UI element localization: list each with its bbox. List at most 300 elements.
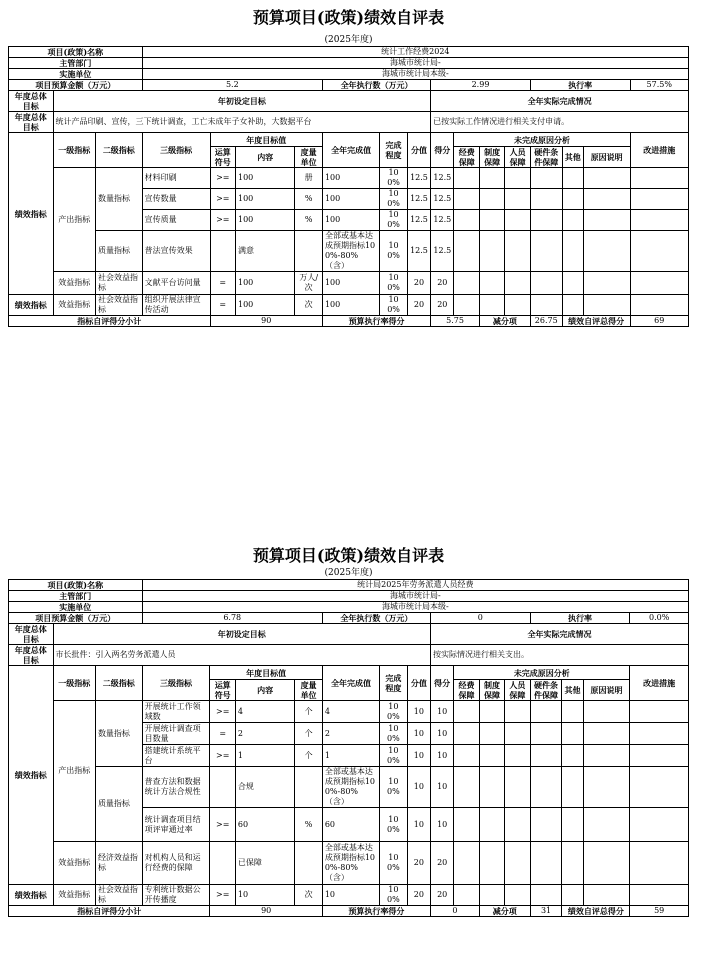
form-year: (2025年度) [324, 568, 373, 578]
evaluation-table [8, 46, 689, 327]
content-cell: 100 [236, 168, 295, 189]
empty-cell [454, 295, 479, 316]
points-cell: 10 [407, 723, 430, 745]
level3-cell: 普查方法和数据统计方法合规性 [142, 767, 210, 808]
dept-label: 主管部门 [9, 58, 143, 69]
content-cell: 1 [235, 745, 294, 767]
points-cell: 20 [407, 295, 430, 316]
empty-cell [454, 272, 479, 295]
unit-header: 度量单位 [295, 147, 323, 168]
goal-actual-text: 按实际情况进行相关支出。 [431, 645, 689, 666]
content-cell: 100 [236, 210, 295, 231]
full-year-cell: 全部或基本达成预期指标100%-80%（含） [322, 842, 379, 885]
goal-initial-header: 年初设定目标 [53, 624, 430, 645]
operator-header: 运算符号 [210, 680, 235, 701]
budget-label: 项目预算金额（万元） [9, 613, 143, 624]
level2-header: 二级指标 [95, 666, 142, 701]
improvement-header: 改进措施 [630, 666, 689, 701]
evaluation-table [8, 579, 689, 917]
project-name-value: 统计局2025年劳务派遣人员经费 [142, 580, 688, 591]
content-cell: 10 [235, 885, 294, 906]
empty-cell [454, 210, 479, 231]
level2-cell: 社会效益指标 [95, 272, 142, 295]
empty-cell [454, 231, 479, 272]
empty-cell [530, 168, 562, 189]
goal-actual-header: 全年实际完成情况 [431, 624, 689, 645]
points-header: 分值 [407, 133, 430, 168]
empty-cell [505, 210, 530, 231]
empty-cell [530, 231, 562, 272]
empty-cell [479, 168, 504, 189]
score-cell: 12.5 [431, 210, 454, 231]
level1-cell: 产出指标 [53, 168, 95, 272]
operator-cell: >= [210, 885, 235, 906]
empty-cell [630, 272, 688, 295]
degree-cell: 100% [380, 767, 408, 808]
empty-cell [583, 745, 630, 767]
unit-cell: 个 [295, 701, 323, 723]
reason-r4-header: 硬件条件保障 [530, 680, 562, 701]
level1-cell: 效益指标 [53, 885, 95, 906]
dept-label: 主管部门 [9, 591, 143, 602]
exec-score-label: 预算执行率得分 [322, 316, 430, 327]
degree-cell: 100% [380, 723, 408, 745]
empty-cell [583, 767, 630, 808]
empty-cell [530, 885, 562, 906]
points-header: 分值 [407, 666, 430, 701]
executed-label: 全年执行数（万元） [322, 613, 430, 624]
operator-cell: >= [210, 701, 235, 723]
degree-cell: 100% [380, 745, 408, 767]
level1-cell: 产出指标 [53, 701, 95, 842]
empty-cell [562, 231, 583, 272]
reason-r3-header: 人员保障 [505, 147, 530, 168]
empty-cell [583, 885, 630, 906]
dept-value: 海城市统计局- [142, 591, 688, 602]
unit-cell: 万人/次 [295, 272, 323, 295]
empty-cell [630, 231, 688, 272]
empty-cell [479, 885, 504, 906]
empty-cell [583, 272, 630, 295]
empty-cell [454, 723, 479, 745]
points-cell: 20 [407, 842, 430, 885]
level1-cell: 效益指标 [53, 842, 95, 885]
goal-initial-text: 市长批件：引入两名劳务派遣人员 [53, 645, 430, 666]
full-year-cell: 4 [322, 701, 379, 723]
deduction-label: 减分项 [479, 316, 530, 327]
empty-cell [630, 701, 689, 723]
level3-cell: 对机构人员和运行经费的保障 [142, 842, 210, 885]
deduction-label: 减分项 [479, 906, 530, 917]
empty-cell [583, 808, 630, 842]
empty-cell [505, 272, 530, 295]
operator-cell [210, 231, 235, 272]
content-cell: 2 [235, 723, 294, 745]
operator-cell: = [210, 272, 235, 295]
unit-cell [295, 231, 323, 272]
level3-cell: 组织开展法律宣传活动 [142, 295, 210, 316]
empty-cell [530, 745, 562, 767]
content-header: 内容 [236, 147, 295, 168]
empty-cell [630, 189, 688, 210]
reasons-header: 未完成原因分析 [454, 133, 630, 147]
level2-cell: 经济效益指标 [95, 842, 142, 885]
goal-category: 年度总体目标 [9, 624, 54, 645]
unit-cell [295, 842, 323, 885]
unit-cell: 册 [295, 168, 323, 189]
degree-cell: 100% [380, 842, 408, 885]
total-score-value: 69 [630, 316, 688, 327]
full-year-cell: 100 [322, 295, 379, 316]
reason-r6-header: 原因说明 [583, 680, 630, 701]
level3-header: 三级指标 [142, 133, 210, 168]
level1-header: 一级指标 [53, 666, 95, 701]
total-score-label: 绩效自评总得分 [562, 316, 630, 327]
empty-cell [530, 723, 562, 745]
rate-value: 57.5% [630, 80, 688, 91]
score-cell: 10 [431, 723, 454, 745]
level3-cell: 统计调查项目结项评审通过率 [142, 808, 210, 842]
reason-r3-header: 人员保障 [505, 680, 530, 701]
executed-value: 0 [431, 613, 531, 624]
empty-cell [454, 767, 479, 808]
content-cell: 满意 [236, 231, 295, 272]
level3-cell: 开展统计工作领域数 [142, 701, 210, 723]
empty-cell [562, 701, 583, 723]
subtotal-value: 90 [210, 316, 322, 327]
empty-cell [562, 210, 583, 231]
content-cell: 100 [236, 189, 295, 210]
degree-header: 完成程度 [380, 666, 408, 701]
goal-initial-header: 年初设定目标 [53, 91, 431, 112]
empty-cell [562, 723, 583, 745]
score-cell: 20 [431, 272, 454, 295]
points-cell: 20 [407, 272, 430, 295]
reason-r4-header: 硬件条件保障 [530, 147, 562, 168]
degree-cell: 100% [380, 295, 408, 316]
empty-cell [454, 842, 479, 885]
unit-cell: % [295, 189, 323, 210]
level3-header: 三级指标 [142, 666, 210, 701]
points-cell: 10 [407, 701, 430, 723]
empty-cell [479, 745, 504, 767]
empty-cell [530, 842, 562, 885]
content-cell: 60 [235, 808, 294, 842]
operator-cell: = [210, 295, 235, 316]
empty-cell [530, 808, 562, 842]
empty-cell [630, 723, 689, 745]
operator-cell [210, 842, 235, 885]
rate-label: 执行率 [530, 613, 630, 624]
level3-cell: 开展统计调查项目数量 [142, 723, 210, 745]
empty-cell [479, 295, 504, 316]
full-year-cell: 1 [322, 745, 379, 767]
level3-cell: 材料印刷 [142, 168, 210, 189]
reason-r5-header: 其他 [562, 680, 583, 701]
degree-cell: 100% [380, 231, 408, 272]
empty-cell [530, 272, 562, 295]
degree-cell: 100% [380, 168, 408, 189]
exec-score-label: 预算执行率得分 [322, 906, 430, 917]
reason-r1-header: 经费保障 [454, 680, 479, 701]
empty-cell [562, 295, 583, 316]
points-cell: 10 [407, 767, 430, 808]
empty-cell [479, 231, 504, 272]
operator-cell: >= [210, 745, 235, 767]
score-header: 得分 [431, 133, 454, 168]
reason-r2-header: 制度保障 [479, 147, 504, 168]
empty-cell [583, 189, 630, 210]
level1-cell: 效益指标 [53, 295, 95, 316]
degree-cell: 100% [380, 189, 408, 210]
empty-cell [630, 210, 688, 231]
empty-cell [630, 168, 688, 189]
unit-cell: 次 [295, 295, 323, 316]
empty-cell [505, 189, 530, 210]
score-cell: 12.5 [431, 168, 454, 189]
score-cell: 20 [431, 295, 454, 316]
points-cell: 10 [407, 808, 430, 842]
performance-indicators-label: 绩效指标 [9, 666, 54, 885]
points-cell: 20 [407, 885, 430, 906]
goal-category: 年度总体目标 [9, 91, 54, 112]
empty-cell [530, 701, 562, 723]
goal-actual-text: 已按实际工作情况进行相关支付申请。 [431, 112, 689, 133]
operator-cell: >= [210, 210, 235, 231]
degree-cell: 100% [380, 210, 408, 231]
unit-header: 度量单位 [295, 680, 323, 701]
points-cell: 12.5 [407, 168, 430, 189]
empty-cell [562, 842, 583, 885]
dept-value: 海城市统计局- [142, 58, 688, 69]
form-title: 预算项目(政策)绩效自评表 [252, 8, 445, 27]
content-cell: 100 [236, 272, 295, 295]
executed-label: 全年执行数（万元） [322, 80, 430, 91]
full-year-cell: 60 [322, 808, 379, 842]
level2-cell: 社会效益指标 [95, 295, 142, 316]
empty-cell [479, 723, 504, 745]
empty-cell [505, 745, 530, 767]
empty-cell [583, 295, 630, 316]
deduction-value: 26.75 [530, 316, 562, 327]
empty-cell [505, 767, 530, 808]
operator-cell: = [210, 723, 235, 745]
empty-cell [454, 885, 479, 906]
empty-cell [630, 745, 689, 767]
empty-cell [562, 767, 583, 808]
empty-cell [505, 168, 530, 189]
level2-cell: 质量指标 [95, 231, 142, 272]
unit-cell: 次 [295, 885, 323, 906]
level2-cell: 社会效益指标 [95, 885, 142, 906]
unit-cell: 个 [295, 723, 323, 745]
full-year-cell: 100 [322, 210, 379, 231]
empty-cell [505, 295, 530, 316]
empty-cell [505, 808, 530, 842]
empty-cell [530, 295, 562, 316]
performance-indicators-label: 绩效指标 [9, 885, 54, 906]
empty-cell [583, 723, 630, 745]
operator-header: 运算符号 [210, 147, 235, 168]
degree-cell: 100% [380, 272, 408, 295]
empty-cell [530, 767, 562, 808]
full-year-cell: 10 [322, 885, 379, 906]
level1-header: 一级指标 [53, 133, 95, 168]
level1-cell: 效益指标 [53, 272, 95, 295]
score-cell: 10 [431, 808, 454, 842]
empty-cell [630, 885, 689, 906]
goal-category: 年度总体目标 [9, 112, 54, 133]
empty-cell [630, 295, 688, 316]
level2-cell: 质量指标 [95, 767, 142, 842]
degree-cell: 100% [380, 885, 408, 906]
content-cell: 100 [236, 295, 295, 316]
empty-cell [562, 272, 583, 295]
level2-cell: 数量指标 [95, 701, 142, 767]
empty-cell [562, 189, 583, 210]
subtotal-label: 指标自评得分小计 [9, 316, 211, 327]
degree-header: 完成程度 [380, 133, 408, 168]
unit-cell: % [295, 808, 323, 842]
deduction-value: 31 [530, 906, 562, 917]
executed-value: 2.99 [431, 80, 531, 91]
points-cell: 12.5 [407, 189, 430, 210]
form-year: (2025年度) [324, 35, 373, 45]
rate-value: 0.0% [630, 613, 689, 624]
unit-cell: % [295, 210, 323, 231]
points-cell: 10 [407, 745, 430, 767]
level3-cell: 宣传质量 [142, 210, 210, 231]
project-name-value: 统计工作经费2024 [142, 47, 688, 58]
full-year-cell: 100 [322, 189, 379, 210]
score-cell: 10 [431, 767, 454, 808]
project-name-label: 项目(政策)名称 [9, 47, 143, 58]
empty-cell [454, 701, 479, 723]
empty-cell [454, 189, 479, 210]
empty-cell [583, 210, 630, 231]
reason-r2-header: 制度保障 [479, 680, 504, 701]
target-values-header: 年度目标值 [210, 666, 322, 680]
empty-cell [562, 808, 583, 842]
operator-cell: >= [210, 189, 235, 210]
empty-cell [630, 767, 689, 808]
empty-cell [505, 701, 530, 723]
reason-r6-header: 原因说明 [583, 147, 630, 168]
content-cell: 4 [235, 701, 294, 723]
empty-cell [630, 842, 689, 885]
total-score-value: 59 [630, 906, 689, 917]
budget-value: 5.2 [142, 80, 322, 91]
goal-initial-text: 统计产品印刷、宣传，三下统计调查，工亡未成年子女补助，大数据平台 [53, 112, 431, 133]
content-cell: 已保障 [235, 842, 294, 885]
empty-cell [583, 842, 630, 885]
budget-label: 项目预算金额（万元） [9, 80, 143, 91]
content-header: 内容 [235, 680, 294, 701]
empty-cell [562, 168, 583, 189]
empty-cell [479, 210, 504, 231]
score-cell: 20 [431, 885, 454, 906]
empty-cell [583, 231, 630, 272]
level3-cell: 文献平台访问量 [142, 272, 210, 295]
empty-cell [583, 168, 630, 189]
level3-cell: 专利统计数据公开传播度 [142, 885, 210, 906]
full-year-cell: 全部或基本达成预期指标100%-80%（含） [322, 767, 379, 808]
level3-cell: 宣传数量 [142, 189, 210, 210]
unit-cell [295, 767, 323, 808]
reason-r1-header: 经费保障 [454, 147, 479, 168]
empty-cell [583, 701, 630, 723]
level2-cell: 数量指标 [95, 168, 142, 231]
points-cell: 12.5 [407, 231, 430, 272]
full-year-cell: 2 [322, 723, 379, 745]
level3-cell: 普法宣传效果 [142, 231, 210, 272]
performance-indicators-label: 绩效指标 [9, 133, 54, 295]
operator-cell [210, 767, 235, 808]
form-title: 预算项目(政策)绩效自评表 [252, 546, 445, 565]
score-header: 得分 [431, 666, 454, 701]
level3-cell: 搭建统计系统平台 [142, 745, 210, 767]
score-cell: 20 [431, 842, 454, 885]
operator-cell: >= [210, 168, 235, 189]
unit-label: 实施单位 [9, 602, 143, 613]
score-cell: 12.5 [431, 189, 454, 210]
unit-value: 海城市统计局本级- [142, 69, 688, 80]
empty-cell [530, 189, 562, 210]
score-cell: 10 [431, 745, 454, 767]
empty-cell [479, 808, 504, 842]
empty-cell [479, 767, 504, 808]
degree-cell: 100% [380, 701, 408, 723]
empty-cell [505, 723, 530, 745]
content-cell: 合规 [235, 767, 294, 808]
reason-r5-header: 其他 [562, 147, 583, 168]
empty-cell [479, 701, 504, 723]
empty-cell [479, 272, 504, 295]
full-year-cell: 100 [322, 168, 379, 189]
subtotal-value: 90 [210, 906, 322, 917]
empty-cell [562, 885, 583, 906]
total-score-label: 绩效自评总得分 [562, 906, 630, 917]
reasons-header: 未完成原因分析 [454, 666, 630, 680]
level2-header: 二级指标 [95, 133, 142, 168]
operator-cell: >= [210, 808, 235, 842]
full-year-header: 全年完成值 [322, 133, 379, 168]
exec-score-value: 5.75 [431, 316, 480, 327]
score-cell: 10 [431, 701, 454, 723]
empty-cell [479, 842, 504, 885]
performance-indicators-label: 绩效指标 [9, 295, 54, 316]
empty-cell [505, 885, 530, 906]
project-name-label: 项目(政策)名称 [9, 580, 143, 591]
empty-cell [530, 210, 562, 231]
empty-cell [505, 842, 530, 885]
empty-cell [505, 231, 530, 272]
points-cell: 12.5 [407, 210, 430, 231]
unit-label: 实施单位 [9, 69, 143, 80]
empty-cell [630, 808, 689, 842]
unit-cell: 个 [295, 745, 323, 767]
score-cell: 12.5 [431, 231, 454, 272]
unit-value: 海城市统计局本级- [142, 602, 688, 613]
full-year-header: 全年完成值 [322, 666, 379, 701]
degree-cell: 100% [380, 808, 408, 842]
full-year-cell: 100 [322, 272, 379, 295]
empty-cell [454, 168, 479, 189]
exec-score-value: 0 [431, 906, 480, 917]
budget-value: 6.78 [142, 613, 322, 624]
goal-category: 年度总体目标 [9, 645, 54, 666]
empty-cell [562, 745, 583, 767]
